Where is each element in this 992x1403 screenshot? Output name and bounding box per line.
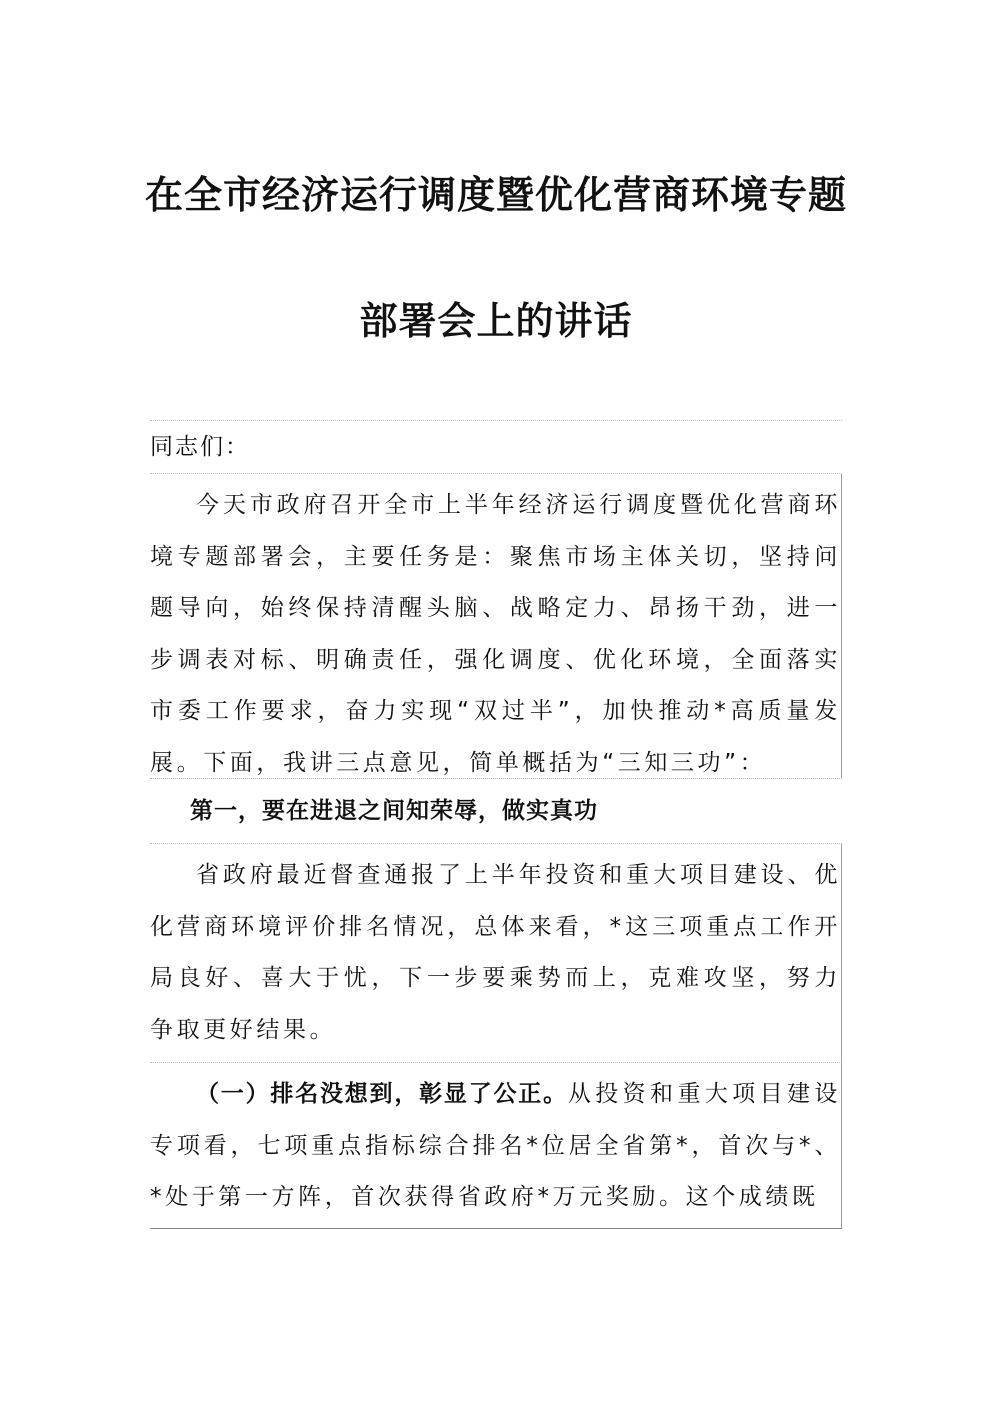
page-end-line: [150, 1228, 842, 1229]
document-body: [150, 420, 842, 1229]
paragraph-subsection-1: [150, 1063, 842, 1228]
subsection-lead: （一）排名没想到，彰显了公正。: [196, 1081, 568, 1107]
subsection-text: 从投资和重大项目建设专项看，七项重点指标综合排名*位居全省第*，首次与*、*处于第一方阵，首次获得省政府*万元奖励。这个成绩既: [150, 1081, 842, 1210]
document-title-line-2: 部署会上的讲话: [359, 298, 633, 343]
document-title-line-1: 在全市经济运行调度暨优化营商环境专题: [144, 172, 847, 217]
paragraph-ranking-summary: 省政府最近督查通报了上半年投资和重大项目建设、优化营商环境评价排名情况，总体来看，*这三项重点工作开局良好、喜大于忧，下一步要乘势而上，克难攻坚，努力争取更好结果。: [150, 844, 842, 1062]
paragraph-opening: 今天市政府召开全市上半年经济运行调度暨优化营商环境专题部署会，主要任务是：聚焦市场主体关切，坚持问题导向，始终保持清醒头脑、战略定力、昂扬干劲，进一步调表对标、明确责任，强化调度、优化环境，全面落实市委工作要求，奋力实现“双过半”，加快推动*高质量发展。下面，我讲三点意见，简单概括为“三知三功”：: [150, 474, 842, 778]
salutation: 同志们：: [150, 434, 250, 460]
section-heading-1: 第一，要在进退之间知荣辱，做实真功: [190, 798, 598, 824]
